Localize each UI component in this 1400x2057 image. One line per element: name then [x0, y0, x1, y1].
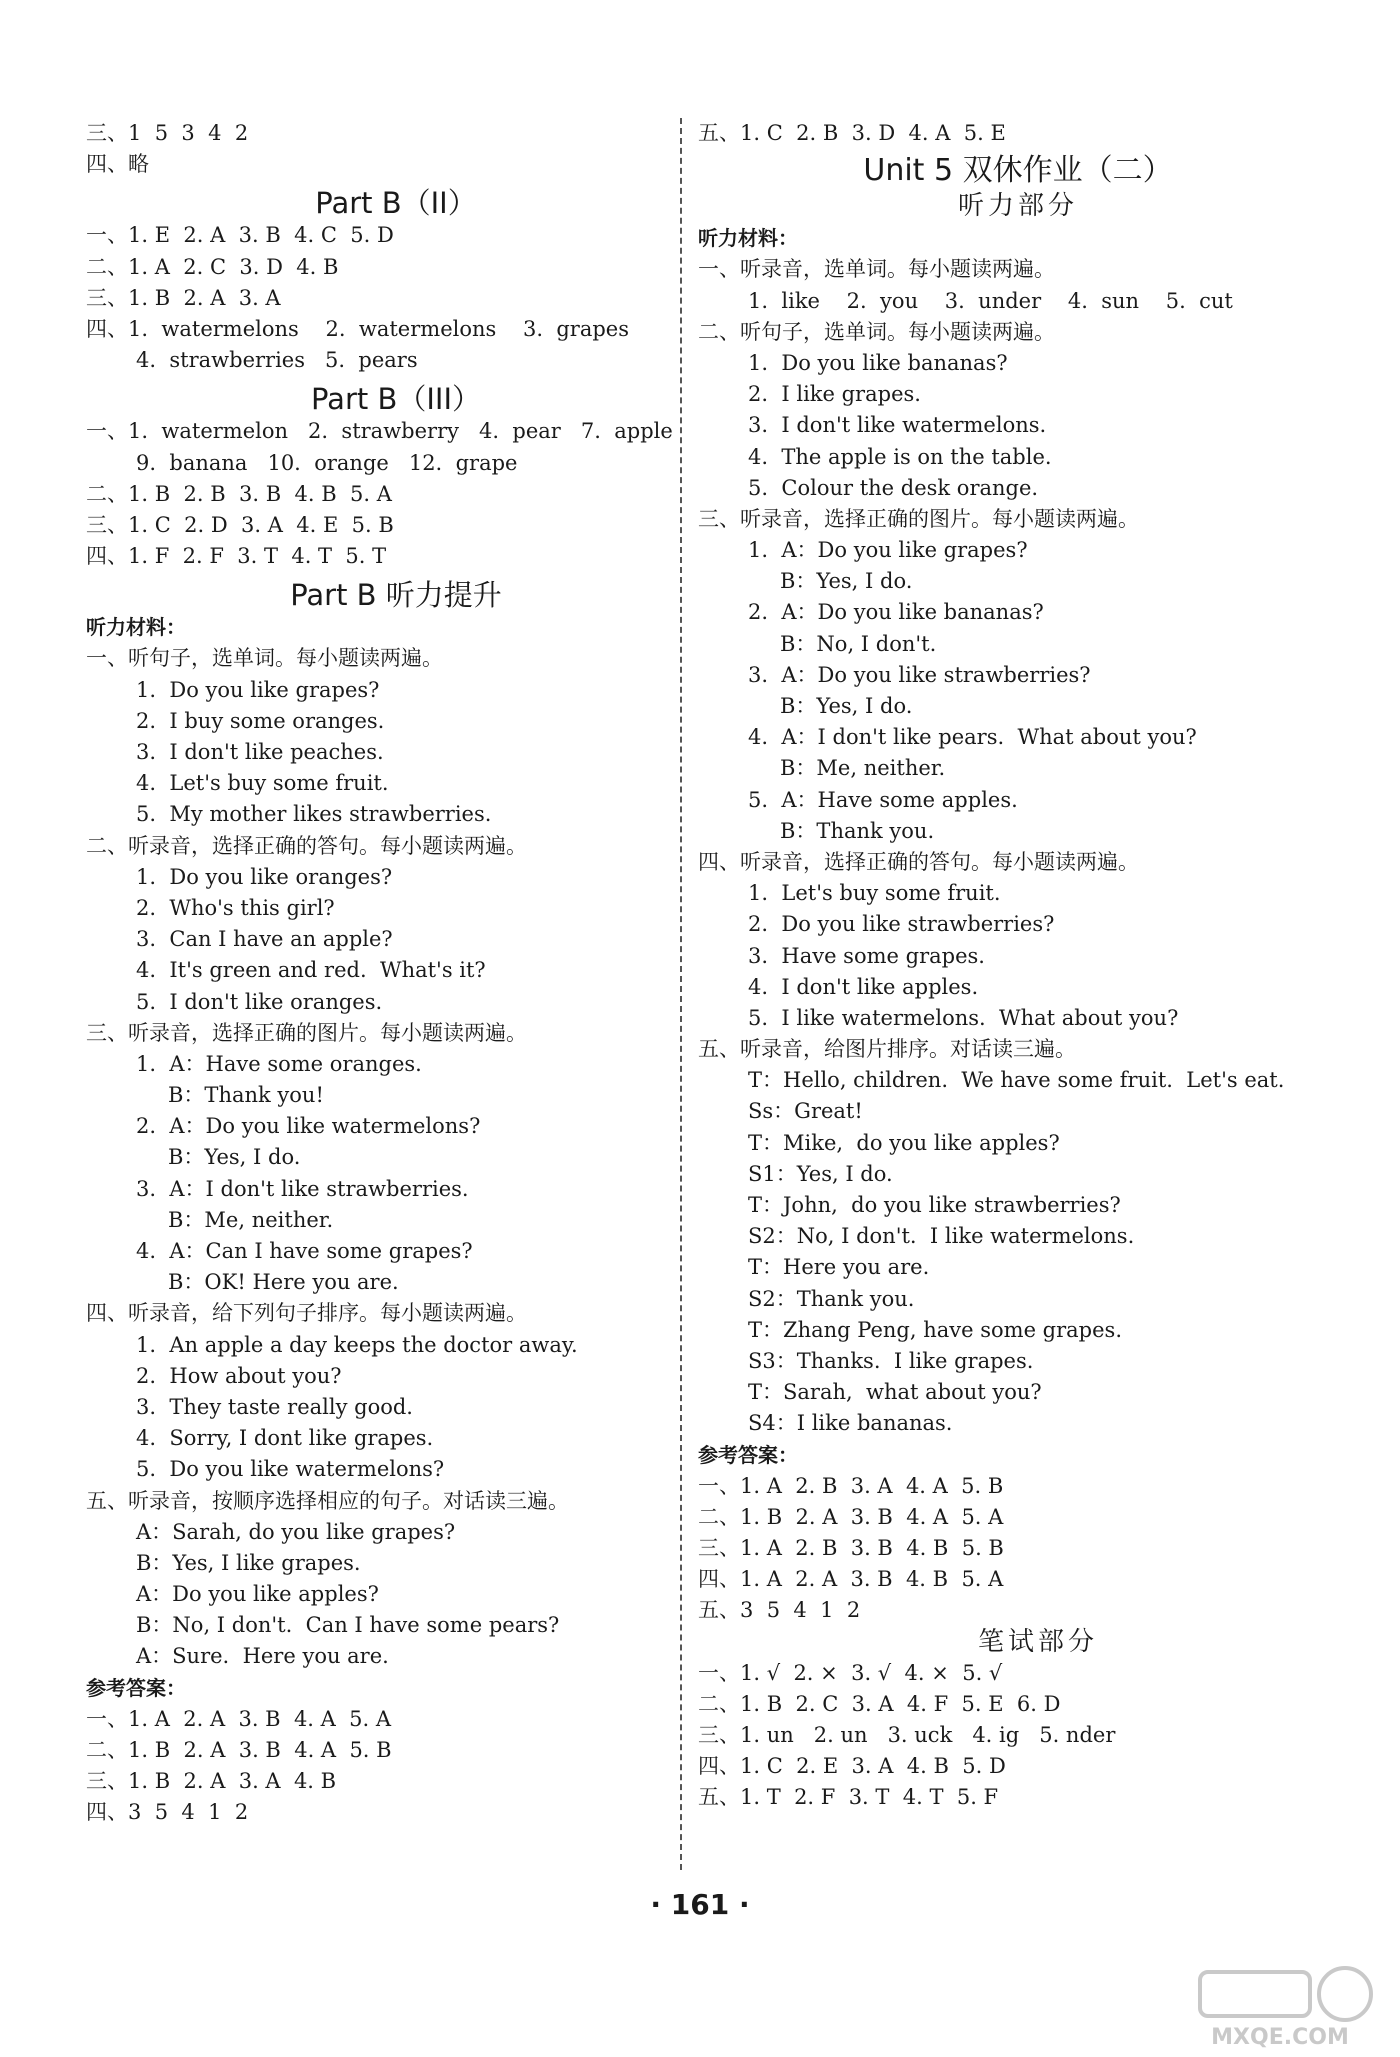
dialog-line: 5. A：Have some apples. [748, 787, 1018, 812]
answer-line: 三、1 5 3 4 2 [86, 121, 249, 145]
answer-line: 四、1. F 2. F 3. T 4. T 5. T [86, 544, 387, 569]
answers-label: 参考答案： [698, 1442, 798, 1467]
listening-label: 听力材料： [698, 226, 798, 251]
dialog-line: B：OK! Here you are. [168, 1270, 399, 1295]
answer-line: 二、1. B 2. C 3. A 4. F 5. E 6. D [698, 1691, 1061, 1716]
dialog-line: B：Me, neither. [780, 756, 946, 781]
answer-line: 三、1. B 2. A 3. A [86, 285, 281, 310]
list-item: 1. Do you like bananas? [748, 350, 1008, 375]
answer-line: 四、1. C 2. E 3. A 4. B 5. D [698, 1754, 1006, 1779]
section-title-part-b-ii: Part B（II） [315, 186, 477, 221]
question-heading: 一、听录音，选单词。每小题读两遍。 [698, 257, 1055, 282]
list-item: 5. I don't like oranges. [136, 989, 383, 1014]
answer-line: 二、1. A 2. C 3. D 4. B [86, 254, 339, 279]
list-item: 5. Do you like watermelons? [136, 1457, 445, 1482]
answer-line: 二、1. B 2. B 3. B 4. B 5. A [86, 481, 392, 506]
question-heading: 五、听录音，按顺序选择相应的句子。对话读三遍。 [86, 1488, 569, 1513]
answer-line: 四、略 [86, 152, 149, 177]
listening-label: 听力材料： [86, 615, 186, 640]
dialog-line: B：Thank you. [780, 818, 935, 843]
list-item: 3. They taste really good. [136, 1394, 413, 1419]
list-item: 4. The apple is on the table. [748, 444, 1052, 469]
list-item: 5. I like watermelons. What about you? [748, 1005, 1179, 1030]
dialog-line: S3：Thanks. I like grapes. [748, 1348, 1034, 1373]
watermark-text: MXQE.COM [1211, 2025, 1349, 2050]
answer-line: 二、1. B 2. A 3. B 4. A 5. B [86, 1738, 392, 1762]
dialog-line: 1. A：Have some oranges. [136, 1051, 422, 1076]
list-item: 3. Have some grapes. [748, 943, 985, 968]
list-item: 3. Can I have an apple? [136, 927, 393, 952]
list-item: 1. Let's buy some fruit. [748, 881, 1001, 906]
dialog-line: A：Sarah, do you like grapes? [136, 1519, 456, 1544]
dialog-line: S1：Yes, I do. [748, 1161, 893, 1186]
dialog-line: 2. A：Do you like bananas? [748, 600, 1044, 625]
question-heading: 三、听录音，选择正确的图片。每小题读两遍。 [698, 506, 1139, 531]
dialog-line: T：Sarah, what about you? [748, 1380, 1042, 1405]
question-heading: 四、听录音，给下列句子排序。每小题读两遍。 [86, 1301, 527, 1326]
dialog-line: T：Hello, children. We have some fruit. Let's eat. [748, 1068, 1285, 1093]
dialog-line: B：Yes, I do. [780, 569, 913, 594]
dialog-line: B：Thank you! [168, 1083, 324, 1108]
dialog-line: B：No, I don't. Can I have some pears? [136, 1613, 560, 1638]
dialog-line: B：No, I don't. [780, 631, 937, 656]
dialog-line: T：Zhang Peng, have some grapes. [748, 1317, 1122, 1342]
list-item: 2. How about you? [136, 1363, 342, 1388]
answer-line: 三、1. A 2. B 3. B 4. B 5. B [698, 1536, 1004, 1561]
dialog-line: A：Do you like apples? [136, 1582, 379, 1607]
answer-line: 五、1. C 2. B 3. D 4. A 5. E [698, 121, 1006, 145]
answer-line: 三、1. C 2. D 3. A 4. E 5. B [86, 512, 394, 537]
answer-line: 五、3 5 4 1 2 [698, 1598, 861, 1623]
list-item: 2. Do you like strawberries? [748, 912, 1055, 937]
dialog-line: S2：No, I don't. I like watermelons. [748, 1224, 1135, 1249]
answer-line: 4. strawberries 5. pears [136, 348, 418, 373]
question-heading: 二、听句子，选单词。每小题读两遍。 [698, 319, 1055, 344]
list-item: 5. My mother likes strawberries. [136, 802, 492, 827]
answer-line: 一、1. √ 2. × 3. √ 4. × 5. √ [698, 1660, 1003, 1685]
answer-line: 一、1. E 2. A 3. B 4. C 5. D [86, 223, 394, 248]
answer-line: 五、1. T 2. F 3. T 4. T 5. F [698, 1785, 999, 1810]
answer-line: 9. banana 10. orange 12. grape [136, 450, 518, 475]
list-item: 2. I like grapes. [748, 382, 921, 407]
section-title-listening: Part B 听力提升 [290, 578, 502, 613]
right-column [698, 118, 1338, 1814]
answer-line: 四、1. A 2. A 3. B 4. B 5. A [698, 1567, 1004, 1592]
dialog-line: B：Yes, I like grapes. [136, 1550, 361, 1575]
list-item: 5. Colour the desk orange. [748, 475, 1039, 500]
list-item: 1. like 2. you 3. under 4. sun 5. cut [748, 288, 1233, 313]
list-item: 4. Sorry, I dont like grapes. [136, 1426, 434, 1451]
dialog-line: S2：Thank you. [748, 1286, 915, 1311]
dialog-line: Ss：Great! [748, 1099, 863, 1124]
question-heading: 五、听录音，给图片排序。对话读三遍。 [698, 1037, 1076, 1062]
dialog-line: T：Mike, do you like apples? [748, 1130, 1060, 1155]
section-title-part-b-iii: Part B（III） [310, 382, 482, 417]
list-item: 4. Let's buy some fruit. [136, 771, 389, 796]
question-heading: 一、听句子，选单词。每小题读两遍。 [86, 646, 443, 671]
unit-title: Unit 5 双休作业（二） [863, 153, 1173, 189]
dialog-line: 3. A：I don't like strawberries. [136, 1176, 469, 1201]
list-item: 2. I buy some oranges. [136, 708, 385, 733]
dialog-line: A：Sure. Here you are. [136, 1644, 389, 1669]
dialog-line: S4：I like bananas. [748, 1411, 953, 1436]
dialog-line: B：Yes, I do. [168, 1145, 301, 1170]
list-item: 2. Who's this girl? [136, 895, 335, 920]
question-heading: 三、听录音，选择正确的图片。每小题读两遍。 [86, 1020, 527, 1045]
dialog-line: 1. A：Do you like grapes? [748, 538, 1028, 563]
dialog-line: 4. A：I don't like pears. What about you? [748, 725, 1197, 750]
answers-label: 参考答案： [86, 1675, 186, 1700]
dialog-line: 4. A：Can I have some grapes? [136, 1239, 473, 1263]
dialog-line: B：Yes, I do. [780, 694, 913, 718]
list-item: 1. An apple a day keeps the doctor away. [136, 1332, 578, 1357]
answer-line: 四、3 5 4 1 2 [86, 1800, 249, 1825]
left-column [86, 118, 673, 1829]
list-item: 3. I don't like peaches. [136, 740, 384, 764]
answer-line: 一、1. A 2. B 3. A 4. A 5. B [698, 1473, 1004, 1498]
list-item: 4. I don't like apples. [748, 974, 979, 999]
question-heading: 四、听录音，选择正确的答句。每小题读两遍。 [698, 849, 1139, 874]
question-heading: 二、听录音，选择正确的答句。每小题读两遍。 [86, 833, 527, 858]
column-divider [680, 118, 682, 1870]
dialog-line: T：Here you are. [748, 1255, 930, 1280]
dialog-line: B：Me, neither. [168, 1207, 334, 1232]
answer-line: 三、1. un 2. un 3. uck 4. ig 5. nder [698, 1723, 1116, 1747]
answer-line: 二、1. B 2. A 3. B 4. A 5. A [698, 1504, 1004, 1529]
section-title-written-part: 笔试部分 [977, 1626, 1098, 1657]
answer-line: 一、1. watermelon 2. strawberry 4. pear 7. apple [86, 419, 673, 444]
dialog-line: 2. A：Do you like watermelons? [136, 1114, 481, 1139]
section-title-listening-part: 听力部分 [957, 191, 1078, 222]
answer-line: 三、1. B 2. A 3. A 4. B [86, 1769, 337, 1794]
answer-line: 一、1. A 2. A 3. B 4. A 5. A [86, 1706, 392, 1731]
watermark-logo [1180, 1960, 1380, 2052]
list-item: 1. Do you like oranges? [136, 864, 393, 889]
list-item: 1. Do you like grapes? [136, 677, 380, 702]
answer-line: 四、1. watermelons 2. watermelons 3. grapes [86, 316, 630, 341]
dialog-line: T：John, do you like strawberries? [748, 1193, 1121, 1217]
list-item: 3. I don't like watermelons. [748, 413, 1047, 438]
dialog-line: 3. A：Do you like strawberries? [748, 662, 1091, 687]
page-number: · 161 · [650, 1888, 750, 1921]
list-item: 4. It's green and red. What's it? [136, 958, 486, 983]
